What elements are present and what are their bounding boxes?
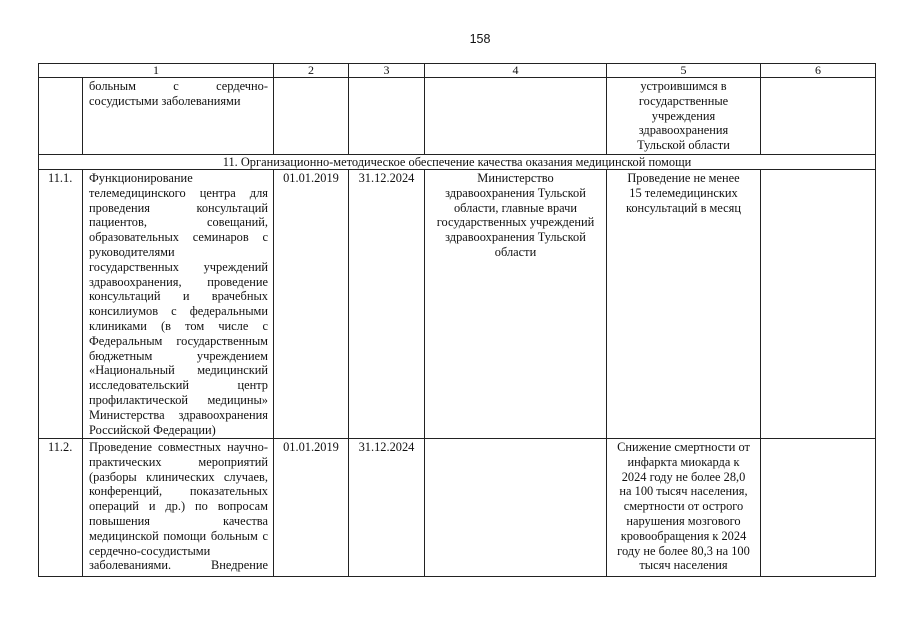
result-cell [607,439,761,577]
result-line: инфаркта миокарда к [627,454,740,469]
description-line: больным с сердечно- [89,79,268,93]
result-line: смертности от острого [623,499,744,514]
table-row [39,439,876,577]
col-6-cell [761,439,876,577]
result-line: году не более 80,3 на 100 [617,543,750,558]
description-line: сосудистыми заболеваниями [89,93,241,108]
result-text [610,171,757,215]
header-row [39,64,876,78]
description-line: повышения качества [89,513,268,528]
description-line: исследовательский центр [89,378,268,393]
header-col-5: 5 [607,64,761,78]
item-number-cell [39,78,83,155]
start-date-cell [274,78,349,155]
col-6-cell [761,78,876,155]
result-line: кровообращения к 2024 [620,528,747,543]
section-row [39,155,876,170]
header-col-1: 1 [39,64,274,78]
description-line: руководителями [89,244,175,259]
description-text [89,171,268,437]
description-line: телемедицинского центра для [89,185,268,200]
description-line: бюджетным учреждением [89,348,268,363]
start-date-cell: 01.01.2019 [274,170,349,439]
result-line: государственные [638,93,729,108]
description-line: консультаций и врачебных [89,289,268,304]
responsible-line: Министерство [477,171,554,185]
end-date-cell [349,78,425,155]
result-line: на 100 тысяч населения, [619,484,748,499]
description-text [89,440,268,573]
description-line: Функционирование [89,171,193,185]
page-number: 158 [469,32,491,46]
result-line: нарушения мозгового [626,513,741,528]
header-col-4: 4 [425,64,607,78]
result-line: устроившимся в [640,79,727,93]
result-line: Снижение смертности от [617,440,750,454]
description-line: операций и др.) по вопросам [89,499,268,514]
description-line: клиниками (в том числе с [89,318,268,333]
responsible-cell [425,439,607,577]
responsible-text [428,171,603,260]
description-line: Российской Федерации) [89,422,216,437]
header-col-6: 6 [761,64,876,78]
section-title: 11. Организационно-методическое обеспечение качества оказания медицинской помощи [39,155,876,170]
responsible-line: государственных учреждений [436,215,595,230]
measures-table [38,63,876,577]
description-line: консилиумов с федеральными [89,304,268,319]
result-line: здравоохранения [638,123,729,138]
description-line: государственных учреждений [89,259,268,274]
description-line: «Национальный медицинский [89,363,268,378]
description-line: Федеральным государственным [89,333,268,348]
responsible-line: здравоохранения Тульской [445,185,586,200]
description-line: Министерства здравоохранения [89,407,268,422]
item-description-cell [83,439,274,577]
item-description-cell [83,78,274,155]
description-line: медицинской помощи больным с [89,528,268,543]
item-description-cell [83,170,274,439]
header-col-2: 2 [274,64,349,78]
description-line: Проведение совместных научно- [89,440,268,454]
item-number-cell: 11.2. [39,439,83,577]
col-6-cell [761,170,876,439]
end-date-cell: 31.12.2024 [349,439,425,577]
responsible-cell [425,78,607,155]
description-line: проведения консультаций [89,200,268,215]
description-line: практических мероприятий [89,454,268,469]
description-line: образовательных семинаров с [89,230,268,245]
result-line: учреждения [651,108,716,123]
result-text [610,440,757,573]
description-line: сердечно-сосудистыми [89,543,211,558]
responsible-cell [425,170,607,439]
responsible-line: области, главные врачи [453,200,578,215]
description-line: профилактической медицины» [89,392,268,407]
result-line: 2024 году не более 28,0 [621,469,746,484]
result-text [610,79,757,153]
result-line: тысяч населения [639,558,728,573]
item-number-cell: 11.1. [39,170,83,439]
result-cell [607,78,761,155]
result-line: консультаций в месяц [625,200,742,215]
end-date-cell: 31.12.2024 [349,170,425,439]
description-text [89,79,268,109]
result-line: Проведение не менее [627,171,740,185]
description-line: пациентов, совещаний, [89,215,268,230]
result-line: 15 телемедицинских [629,185,738,200]
description-line: заболеваниями. Внедрение [89,558,268,573]
description-line: конференций, показательных [89,484,268,499]
table-row-continuation [39,78,876,155]
start-date-cell: 01.01.2019 [274,439,349,577]
header-col-3: 3 [349,64,425,78]
responsible-line: области [494,244,537,259]
description-line: (разборы клинических случаев, [89,469,268,484]
result-cell [607,170,761,439]
result-line: Тульской области [637,138,730,153]
description-line: здравоохранения, проведение [89,274,268,289]
table-row [39,170,876,439]
responsible-line: здравоохранения Тульской [445,230,586,245]
